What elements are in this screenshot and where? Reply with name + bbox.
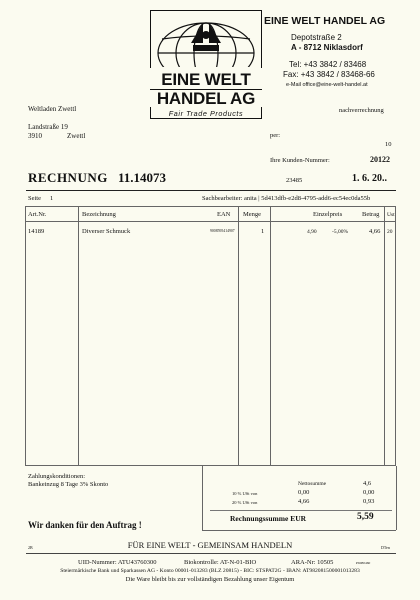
vat20-base: 4,66 xyxy=(298,498,310,505)
footer-ownership: Die Ware bleibt bis zur vollständigen Bezahlung unser Eigentum xyxy=(125,576,295,583)
vat10-label: 10 % USt von xyxy=(232,491,258,496)
totals-frame-bottom xyxy=(202,530,396,531)
col-header-bezeichnung: Bezeichnung xyxy=(82,211,116,218)
footer-ara: ARA-Nr: 10505 xyxy=(291,559,334,566)
payment-terms: Bankeinzug 8 Tage 3% Skonto xyxy=(28,481,109,488)
recipient-street: Landstraße 19 xyxy=(28,123,68,131)
row-ust: 20 xyxy=(387,229,393,235)
recipient-zip: 3910 xyxy=(28,132,42,140)
company-fax: Fax: +43 3842 / 83468-66 xyxy=(283,70,375,79)
company-city: A - 8712 Niklasdorf xyxy=(291,43,363,52)
footer-left-mark: 2B xyxy=(28,545,33,550)
company-name: EINE WELT HANDEL AG xyxy=(264,15,386,27)
per-label: per: xyxy=(270,132,281,139)
footer-right-mark: DTen xyxy=(381,545,390,550)
col-header-ean: EAN xyxy=(217,211,231,218)
row-bezeichnung: Diverser Schmuck xyxy=(82,228,131,235)
title-rule xyxy=(26,190,396,191)
footer-bio: Biokontrolle: AT-N-01-BIO xyxy=(184,559,257,566)
row-betrag: 4,66 xyxy=(369,228,381,235)
recipient-name: Weltladen Zwettl xyxy=(28,105,77,113)
nachverrechnung-label: nachverrechnung xyxy=(339,107,384,114)
logo-line-2: HANDEL AG xyxy=(156,89,256,108)
vat20-value: 0,93 xyxy=(363,498,375,505)
sum-value: 5,59 xyxy=(357,512,374,522)
col-divider xyxy=(78,206,79,466)
footer-slogan: FÜR EINE WELT - GEMEINSAM HANDELN xyxy=(127,540,293,550)
globe-figures-icon xyxy=(153,13,259,67)
col-header-ust: Ust xyxy=(387,212,395,218)
table-header-rule xyxy=(25,221,396,222)
vat20-label: 20 % USt von xyxy=(232,500,258,505)
page-label: Seite xyxy=(28,195,41,202)
col-header-artnr: Art.Nr. xyxy=(28,211,47,218)
row-artnr: 14189 xyxy=(28,228,45,235)
footer-bank: Steiermärkische Bank und Sparkassen AG - Konto 00001-013283 (BLZ 20815) - BIC: STSPAT2G - IBAN: AT982081500001013283 xyxy=(60,568,360,574)
sum-label: Rechnungssumme EUR xyxy=(230,514,307,523)
payment-label: Zahlungskonditionen: xyxy=(28,473,86,480)
totals-sum-rule xyxy=(210,510,392,511)
col-header-betrag: Betrag xyxy=(362,211,380,218)
footer-ara-code: P6080460 xyxy=(356,561,371,565)
page-number: 1 xyxy=(50,195,54,202)
vat10-base: 0,00 xyxy=(298,489,310,496)
totals-frame-right xyxy=(396,466,397,530)
col-header-menge: Menge xyxy=(243,211,262,218)
logo-line-1: EINE WELT xyxy=(161,70,251,89)
totals-frame-left xyxy=(202,466,203,530)
company-email: e-Mail office@eine-welt-handel.at xyxy=(286,82,368,88)
row-menge: 1 xyxy=(261,228,265,235)
netto-value: 4,6 xyxy=(363,480,372,487)
company-street: Depotstraße 2 xyxy=(291,33,342,42)
line-items-table xyxy=(25,206,396,466)
row-rabatt: -5,00% xyxy=(332,229,349,235)
order-number: 23485 xyxy=(286,177,303,184)
logo-tagline: Fair Trade Products xyxy=(168,109,244,118)
per-value: 10 xyxy=(385,141,392,148)
netto-label: Nettosumme xyxy=(298,481,327,487)
thank-you-message: Wir danken für den Auftrag ! xyxy=(28,520,142,530)
customer-number-label: Ihre Kunden-Nummer: xyxy=(270,157,330,164)
invoice-title: RECHNUNG xyxy=(28,170,108,185)
row-ean: 9008595414907 xyxy=(210,229,235,233)
col-divider xyxy=(270,206,271,466)
recipient-city: Zwettl xyxy=(67,132,86,140)
clerk-info: Sachbearbeiter: anita | 5d413dfb-e2d8-4795-add6-ec54ec0da55b xyxy=(202,195,371,202)
table-row xyxy=(25,228,396,238)
invoice-number: 11.14073 xyxy=(118,170,167,185)
row-einzelpreis: 4,90 xyxy=(307,229,317,235)
col-divider xyxy=(384,206,385,466)
company-tel: Tel: +43 3842 / 83468 xyxy=(289,60,367,69)
company-logo xyxy=(150,10,262,122)
invoice-date: 1. 6. 20.. xyxy=(352,173,387,184)
vat10-value: 0,00 xyxy=(363,489,375,496)
footer-uid: UID-Nummer: ATU43760300 xyxy=(78,559,157,566)
footer-rule xyxy=(26,553,396,554)
col-divider xyxy=(238,206,239,466)
col-header-einzelpreis: Einzelpreis xyxy=(313,211,343,218)
customer-number: 20122 xyxy=(370,155,390,164)
